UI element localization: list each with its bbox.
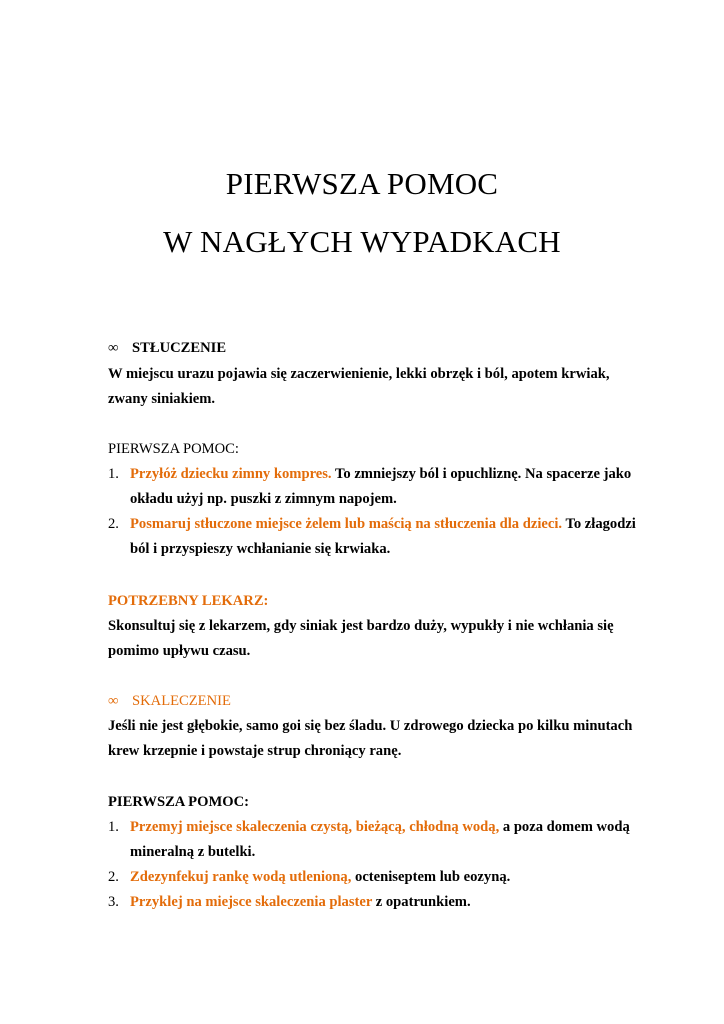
list-item <box>108 865 510 889</box>
list-number: 2. <box>108 869 119 885</box>
doctor-needed-label: POTRZEBNY LEKARZ: <box>108 593 269 609</box>
list-item <box>108 815 630 839</box>
step-highlight: Przemyj miejsce skaleczenia czystą, bieżącą, chłodną wodą, <box>130 819 500 835</box>
infinity-bullet-icon: ∞ <box>108 693 119 709</box>
list-number: 1. <box>108 466 119 482</box>
step-highlight: Przyłóż dziecku zimny kompres. <box>130 466 332 482</box>
section-description: W miejscu urazu pojawia się zaczerwienienie, lekki obrzęk i ból, apotem krwiak, <box>108 366 610 382</box>
first-aid-label: PIERWSZA POMOC: <box>108 441 239 457</box>
step-text: octeniseptem lub eozyną. <box>351 869 511 885</box>
section-title: STŁUCZENIE <box>132 340 227 356</box>
doctor-advice: Skonsultuj się z lekarzem, gdy siniak jest bardzo duży, wypukły i nie wchłania się <box>108 618 614 634</box>
step-highlight: Zdezynfekuj rankę wodą utlenioną, <box>130 869 352 885</box>
step-text-continued: okładu użyj np. puszki z zimnym napojem. <box>130 491 397 507</box>
doctor-advice: pomimo upływu czasu. <box>108 643 251 659</box>
page-title-line-2: W NAGŁYCH WYPADKACH <box>163 224 561 259</box>
list-number: 1. <box>108 819 119 835</box>
list-number: 2. <box>108 516 119 532</box>
step-highlight: Posmaruj stłuczone miejsce żelem lub maścią na stłuczenia dla dzieci. <box>130 516 563 532</box>
list-item <box>108 890 471 914</box>
step-text-continued: mineralną z butelki. <box>130 844 256 860</box>
step-text: To zmniejszy ból i opuchliznę. Na spacerze jako <box>331 466 632 482</box>
page-title-line-1: PIERWSZA POMOC <box>225 166 499 201</box>
step-text-continued: ból i przyspieszy wchłanianie się krwiaka. <box>130 541 391 557</box>
section-description: zwany siniakiem. <box>108 391 216 407</box>
infinity-bullet-icon: ∞ <box>108 340 119 356</box>
section-title: SKALECZENIE <box>132 693 231 709</box>
section-heading-cut <box>108 689 231 713</box>
step-text: a poza domem wodą <box>499 819 630 835</box>
section-description: krew krzepnie i powstaje strup chroniący ranę. <box>108 743 402 759</box>
list-item <box>108 512 636 536</box>
section-description: Jeśli nie jest głębokie, samo goi się bez śladu. U zdrowego dziecka po kilku minutach <box>108 718 633 734</box>
section-heading-bruise <box>108 336 226 360</box>
list-number: 3. <box>108 894 119 910</box>
step-highlight: Przyklej na miejsce skaleczenia plaster <box>130 894 373 910</box>
list-item <box>108 462 631 486</box>
step-text: To złagodzi <box>562 516 636 532</box>
step-text: z opatrunkiem. <box>372 894 471 910</box>
first-aid-label: PIERWSZA POMOC: <box>108 794 249 810</box>
